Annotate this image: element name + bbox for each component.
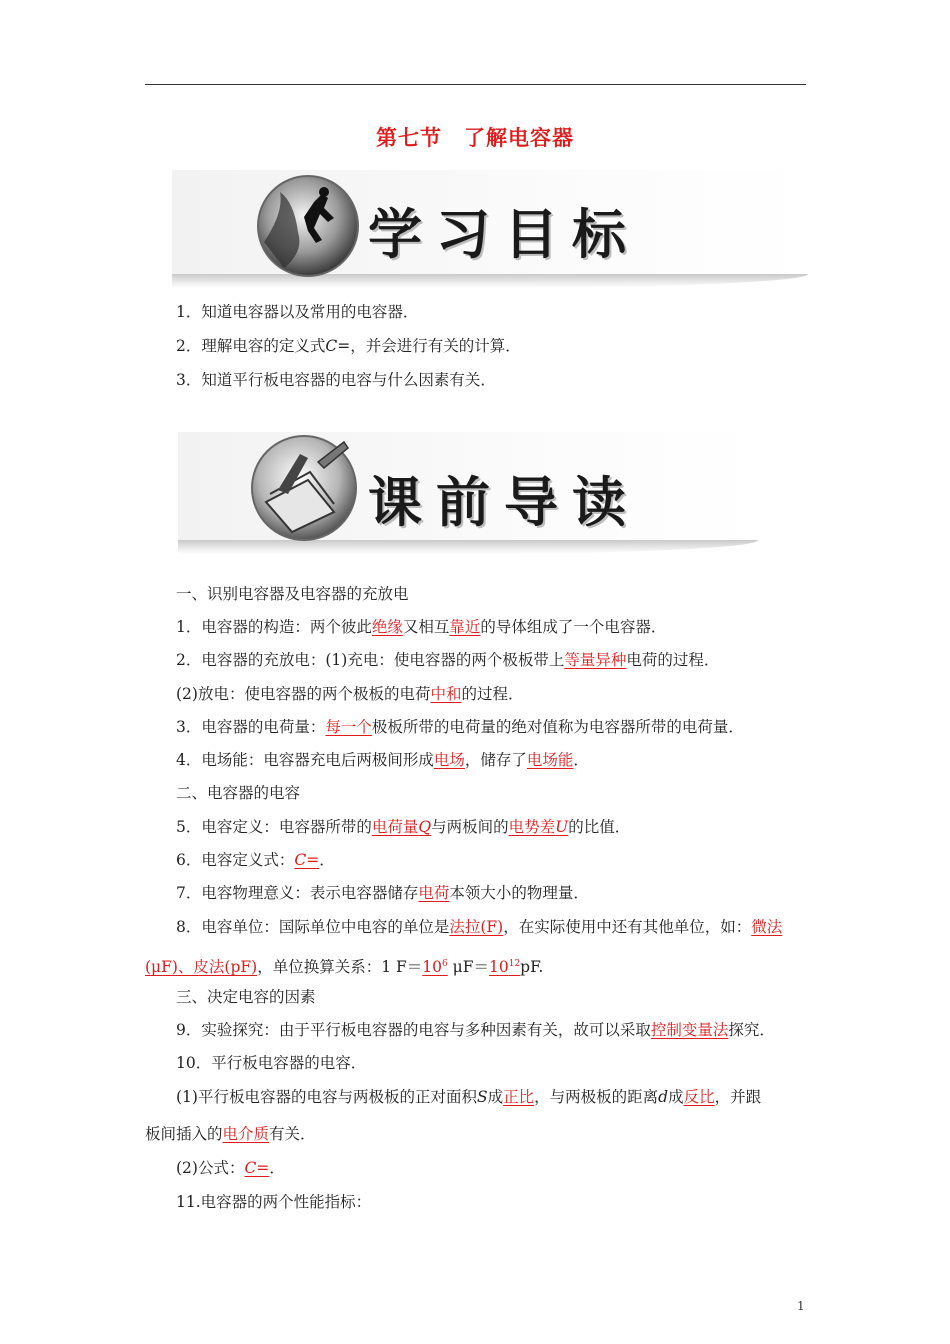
banner-preview-reading [178, 432, 758, 554]
top-rule [145, 84, 806, 85]
content-line: 10．平行板电容器的电容． [176, 1054, 367, 1072]
content-line: 4．电场能：电容器充电后两极间形成电场，储存了电场能． [176, 751, 589, 769]
section-heading-3: 三、决定电容的因素 [176, 988, 316, 1006]
content-line: 8．电容单位：国际单位中电容的单位是法拉(F)，在实际使用中还有其他单位，如：微法 [176, 918, 783, 936]
banner-heading: 课前导读 [368, 471, 640, 534]
content-line: 6．电容定义式：C=． [176, 851, 335, 869]
content-line: (2)放电：使电容器的两个极板的电荷中和的过程． [176, 685, 524, 703]
content-line: 7．电容物理意义：表示电容器储存电荷本领大小的物理量． [176, 884, 589, 902]
rock-climber-icon [254, 172, 362, 280]
content-line: (μF)、皮法(pF)，单位换算关系：1 $F=10^6$ $\mu F=10^{12}pF$. [145, 958, 544, 977]
content-line: 板间插入的电介质有关． [145, 1125, 316, 1143]
content-line: (2)公式：C=． [176, 1159, 285, 1177]
section-heading-2: 二、电容器的电容 [176, 784, 301, 802]
content-line: 1．电容器的构造：两个彼此绝缘又相互靠近的导体组成了一个电容器． [176, 618, 667, 636]
objective-3: 3．知道平行板电容器的电容与什么因素有关． [176, 371, 496, 389]
content-line: 5．电容定义：电容器所带的电荷量Q与两板间的电势差U的比值． [176, 818, 631, 836]
page-number: 1 [797, 1299, 805, 1313]
section-heading-1: 一、识别电容器及电容器的充放电 [176, 585, 409, 603]
page-title: 第七节 了解电容器 [376, 126, 574, 150]
banner-learning-objectives [172, 170, 808, 288]
objective-1: 1．知道电容器以及常用的电容器． [176, 303, 419, 321]
content-line: 2．电容器的充放电：(1)充电：使电容器的两个极板带上等量异种电荷的过程． [176, 651, 720, 669]
objective-2: 2．理解电容的定义式C=，并会进行有关的计算． [176, 337, 521, 355]
content-line: 3．电容器的电荷量：每一个极板所带的电荷量的绝对值称为电容器所带的电荷量． [176, 718, 744, 736]
content-line: (1)平行板电容器的电容与两极板的正对面积S成正比，与两极板的距离d成反比，并跟 [176, 1088, 762, 1106]
book-and-shovel-icon [248, 432, 360, 544]
content-line: 11.电容器的两个性能指标： [176, 1193, 372, 1211]
content-line: 9．实验探究：由于平行板电容器的电容与多种因素有关，故可以采取控制变量法探究． [176, 1021, 775, 1039]
banner-heading: 学习目标 [368, 203, 640, 266]
